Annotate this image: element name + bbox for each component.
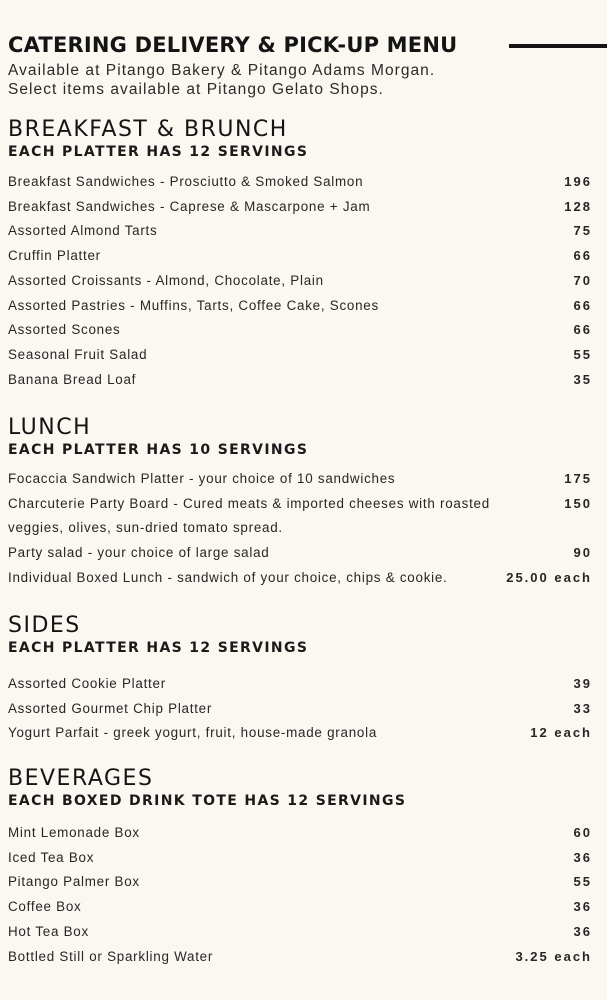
section-title: LUNCH <box>8 415 92 440</box>
menu-item <box>8 697 592 722</box>
item-price: 66 <box>573 322 592 338</box>
menu-item <box>8 343 592 368</box>
item-price: 12 each <box>530 725 592 741</box>
menu-item <box>8 467 592 492</box>
menu-items <box>8 672 592 746</box>
item-price: 128 <box>564 198 592 214</box>
item-price: 55 <box>573 874 592 890</box>
section-title: BEVERAGES <box>8 766 154 791</box>
title-row <box>8 33 607 61</box>
menu-items <box>8 467 592 591</box>
menu-item <box>8 920 592 945</box>
item-price: 36 <box>573 899 592 915</box>
item-price: 70 <box>573 272 592 288</box>
section-breakfast-brunch <box>8 117 592 392</box>
item-price: 196 <box>564 174 592 189</box>
item-name: Yogurt Parfait - greek yogurt, fruit, house-made granola <box>8 725 378 741</box>
item-name: Iced Tea Box <box>8 849 95 865</box>
menu-item <box>8 870 592 895</box>
item-price: 66 <box>573 297 592 313</box>
item-price: 60 <box>573 825 592 840</box>
item-name: Assorted Croissants - Almond, Chocolate, Plain <box>8 272 324 288</box>
menu-item <box>8 566 592 591</box>
menu-title: CATERING DELIVERY & PICK-UP MENU <box>8 33 458 57</box>
item-name: Assorted Pastries - Muffins, Tarts, Coffee Cake, Scones <box>8 297 379 313</box>
item-price: 75 <box>573 223 592 239</box>
item-name: Mint Lemonade Box <box>8 825 140 840</box>
item-name: Assorted Gourmet Chip Platter <box>8 700 213 716</box>
menu-subtitle-line1: Available at Pitango Bakery & Pitango Adams Morgan. <box>8 62 436 79</box>
menu-item <box>8 368 592 393</box>
item-name: Focaccia Sandwich Platter - your choice of 10 sandwiches <box>8 471 396 486</box>
section-subtitle: EACH BOXED DRINK TOTE HAS 12 SERVINGS <box>8 793 407 809</box>
section-beverages <box>8 766 592 969</box>
menu-item <box>8 269 592 294</box>
item-price: 3.25 each <box>515 948 592 964</box>
item-name: Cruffin Platter <box>8 248 101 264</box>
item-name: Breakfast Sandwiches - Prosciutto & Smoked Salmon <box>8 174 364 189</box>
item-name: Assorted Almond Tarts <box>8 223 158 239</box>
item-price: 66 <box>573 248 592 264</box>
item-price: 33 <box>573 700 592 716</box>
item-price: 150 <box>564 495 592 511</box>
item-price: 25.00 each <box>506 569 592 585</box>
menu-item <box>8 294 592 319</box>
menu-items <box>8 821 592 969</box>
item-price: 39 <box>573 676 592 691</box>
section-sides <box>8 613 592 746</box>
item-name: Hot Tea Box <box>8 923 89 939</box>
item-name: Assorted Scones <box>8 322 121 338</box>
item-price: 175 <box>564 471 592 486</box>
menu-item <box>8 721 592 746</box>
menu-item <box>8 541 592 566</box>
item-name: Seasonal Fruit Salad <box>8 346 148 362</box>
menu-item <box>8 195 592 220</box>
item-name: Banana Bread Loaf <box>8 371 137 387</box>
item-name: Coffee Box <box>8 899 82 915</box>
menu-item <box>8 244 592 269</box>
menu-item <box>8 219 592 244</box>
menu-items <box>8 170 592 392</box>
menu-item <box>8 672 592 697</box>
menu-item <box>8 945 592 970</box>
section-subtitle: EACH PLATTER HAS 12 SERVINGS <box>8 144 309 160</box>
menu-header <box>8 33 607 99</box>
menu-item <box>8 492 592 541</box>
item-name: Assorted Cookie Platter <box>8 676 166 691</box>
item-name: Charcuterie Party Board - Cured meats & imported cheeses with roasted veggies, olives, sun-dried tomato spread. <box>8 495 490 536</box>
item-price: 55 <box>573 346 592 362</box>
item-name: Party salad - your choice of large salad <box>8 545 270 561</box>
menu-subtitle-line2: Select items available at Pitango Gelato Shops. <box>8 81 384 98</box>
section-subtitle: EACH PLATTER HAS 10 SERVINGS <box>8 442 309 458</box>
item-name: Pitango Palmer Box <box>8 874 140 890</box>
menu-item <box>8 821 592 846</box>
section-title: SIDES <box>8 613 81 638</box>
menu-item <box>8 318 592 343</box>
item-name: Bottled Still or Sparkling Water <box>8 948 214 964</box>
menu-item <box>8 895 592 920</box>
menu-item <box>8 170 592 195</box>
section-subtitle: EACH PLATTER HAS 12 SERVINGS <box>8 640 309 656</box>
title-rule <box>509 44 607 48</box>
item-price: 35 <box>573 371 592 387</box>
item-price: 36 <box>573 923 592 939</box>
item-name: Individual Boxed Lunch - sandwich of your choice, chips & cookie. <box>8 569 448 585</box>
item-price: 36 <box>573 849 592 865</box>
section-title: BREAKFAST & BRUNCH <box>8 117 288 142</box>
item-price: 90 <box>573 545 592 561</box>
section-lunch <box>8 415 592 591</box>
item-name: Breakfast Sandwiches - Caprese & Mascarpone + Jam <box>8 198 371 214</box>
menu-item <box>8 846 592 871</box>
